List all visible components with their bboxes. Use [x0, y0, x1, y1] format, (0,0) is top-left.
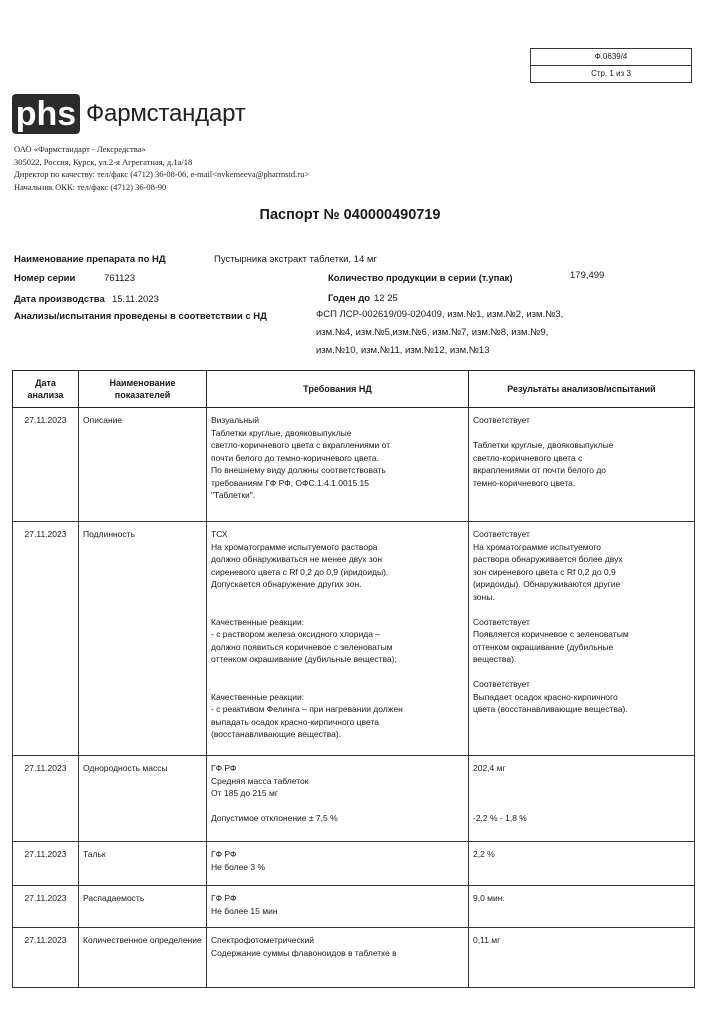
result-line: Соответствует — [473, 616, 530, 627]
result-line: 0,11 мг — [473, 935, 501, 945]
page-title: Паспорт № 040000490719 — [259, 207, 441, 223]
requirement-line: Допускается обнаружение других зон. — [211, 579, 362, 589]
cell-results — [469, 522, 695, 756]
result-line: светло-коричневого цвета с — [473, 452, 583, 463]
company-logo — [10, 88, 246, 138]
indicator-name: Описание — [83, 415, 123, 425]
results-table — [12, 370, 695, 988]
result-line: Соответствует — [473, 415, 530, 425]
requirement-line: - с раствором железа оксидного хлорида – — [211, 629, 381, 639]
company-info — [14, 143, 309, 193]
result-line: Таблетки круглые, двояковыпуклые — [473, 440, 614, 450]
cell-date — [13, 842, 79, 886]
table-row — [13, 928, 695, 988]
drug-label: Наименование препарата по НД — [14, 254, 166, 265]
requirement-line: ГФ РФ — [211, 849, 237, 859]
requirement-line: Качественные реакции: — [211, 691, 305, 702]
expiry-label: Годен до — [328, 293, 371, 304]
phs-logo-mark — [10, 88, 82, 138]
requirement-line — [211, 603, 464, 616]
result-line — [473, 800, 690, 813]
analysis-date: 27.11.2023 — [24, 529, 67, 539]
analysis-date: 27.11.2023 — [24, 935, 67, 945]
cell-date — [13, 928, 79, 988]
result-line: раствора обнаруживается более двух — [473, 554, 623, 564]
requirement-line: Средняя масса таблеток — [211, 775, 309, 786]
quantity-label: Количество продукции в серии (т.упак) — [328, 273, 513, 284]
cell-results — [469, 408, 695, 522]
requirement-line: сиреневого цвета с Rf 0,2 до 0,9 (иридоиды). — [211, 566, 389, 577]
requirement-line: требованиям ГФ РФ, ОФС.1.4.1.0015.15 — [211, 477, 369, 488]
cell-indicator — [79, 756, 207, 842]
drug-value: Пустырника экстракт таблетки, 14 мг — [214, 254, 377, 265]
production-date-label: Дата производства — [14, 294, 105, 305]
result-line — [473, 427, 690, 440]
requirement-line: ТСХ — [211, 529, 228, 539]
requirement-line: (восстанавливающие вещества). — [211, 729, 342, 739]
result-line: темно-коричневого цвета. — [473, 477, 576, 488]
requirement-line: должно обнаруживаться не менее двух зон — [211, 554, 383, 564]
result-line — [473, 603, 690, 616]
cell-requirements — [207, 408, 469, 522]
cell-indicator — [79, 522, 207, 756]
requirement-line: должно появиться коричневое с зеленоватым — [211, 641, 393, 652]
requirement-line: ГФ РФ — [211, 763, 237, 773]
result-line: вещества). — [473, 654, 517, 664]
logo-name: Фармстандарт — [86, 100, 246, 127]
reference-line: ФСП ЛСР-002619/09-020409, изм.№1, изм.№2, изм.№3, — [316, 309, 564, 320]
result-line: зон сиреневого цвета с Rf 0,2 до 0,9 — [473, 566, 616, 577]
analysis-date: 27.11.2023 — [24, 415, 67, 425]
quality-director-contact: Директор по качеству: тел/факс (4712) 36-08-06, e-mail<nvkemeeva@pharmstd.ru> — [14, 169, 310, 179]
result-line: цвета (восстанавливающие вещества). — [473, 704, 628, 714]
indicator-name: Тальк — [83, 849, 106, 859]
table-row — [13, 756, 695, 842]
requirement-line — [211, 800, 464, 813]
requirement-line: На хроматограмме испытуемого раствора — [211, 541, 378, 552]
form-code-box — [530, 48, 692, 83]
reference-line: изм.№10, изм.№11, изм.№12, изм.№13 — [316, 345, 490, 356]
cell-date — [13, 522, 79, 756]
requirement-line — [211, 678, 464, 691]
requirement-line: "Таблетки". — [211, 490, 256, 500]
header-date: Дата анализа — [13, 371, 79, 408]
cell-indicator — [79, 928, 207, 988]
table-row — [13, 408, 695, 522]
production-date-value: 15.11.2023 — [112, 294, 159, 305]
requirement-line — [211, 666, 464, 679]
requirement-line: Таблетки круглые, двояковыпуклые — [211, 427, 352, 438]
header-results: Результаты анализов/испытаний — [469, 371, 695, 408]
header-requirements: Требования НД — [207, 371, 469, 408]
cell-requirements — [207, 928, 469, 988]
qc-head-contact: Начальник ОКК: тел/факс (4712) 36-08-90 — [14, 181, 167, 192]
company-address: 305022, Россия, Курск, ул.2-я Агрегатная, д.1а/18 — [14, 156, 193, 167]
cell-requirements — [207, 522, 469, 756]
cell-results — [469, 886, 695, 928]
indicator-name: Однородность массы — [83, 763, 168, 773]
regulatory-reference — [316, 306, 636, 360]
series-label: Номер серии — [14, 273, 76, 284]
requirement-line: - с реактивом Фелинга – при нагревании должен — [211, 704, 403, 714]
result-line: 2,2 % — [473, 849, 495, 859]
company-name: ОАО «Фармстандарт - Лексредства» — [14, 144, 146, 154]
requirement-line — [211, 591, 464, 604]
cell-results — [469, 842, 695, 886]
result-line — [473, 787, 690, 800]
result-line: -2,2 % - 1,8 % — [473, 813, 527, 823]
result-line: 9,0 мин. — [473, 893, 505, 903]
requirement-line: Визуальный — [211, 415, 260, 425]
analysis-date: 27.11.2023 — [24, 849, 67, 859]
cell-indicator — [79, 842, 207, 886]
result-line — [473, 775, 690, 788]
result-line: (иридоиды). Обнаруживаются другие — [473, 579, 621, 589]
result-line: 202,4 мг — [473, 763, 506, 773]
result-line: Выпадает осадок красно-кирпичного — [473, 691, 618, 702]
requirement-line: Содержание суммы флавоноидов в таблетке в — [211, 947, 397, 958]
indicator-name: Количественное определение — [83, 935, 202, 945]
requirement-line: По внешнему виду должны соответствовать — [211, 465, 386, 475]
requirement-line: ГФ РФ — [211, 893, 237, 903]
result-line: Соответствует — [473, 679, 530, 689]
result-line: На хроматограмме испытуемого — [473, 541, 601, 552]
cell-results — [469, 928, 695, 988]
analysis-date: 27.11.2023 — [24, 893, 67, 903]
cell-indicator — [79, 408, 207, 522]
cell-requirements — [207, 886, 469, 928]
cell-date — [13, 886, 79, 928]
requirement-line: почти белого до темно-коричневого цвета. — [211, 452, 379, 463]
requirement-line: оттенком окрашивание (дубильные вещества); — [211, 654, 397, 664]
cell-requirements — [207, 756, 469, 842]
cell-requirements — [207, 842, 469, 886]
requirement-line: Допустимое отклонение ± 7,5 % — [211, 813, 338, 823]
requirement-line: выпадать осадок красно-кирпичного цвета — [211, 716, 379, 727]
result-line: зоны. — [473, 591, 495, 602]
analysis-date: 27.11.2023 — [24, 763, 67, 773]
requirement-line: светло-коричневого цвета с вкраплениями от — [211, 440, 391, 450]
cell-results — [469, 756, 695, 842]
expiry-value: 12 25 — [374, 293, 398, 304]
quantity-value: 179,499 — [570, 270, 605, 281]
requirement-line: Не более 3 % — [211, 861, 266, 872]
result-line: оттенком окрашивание (дубильные — [473, 641, 614, 652]
header-indicator: Наименование показателей — [79, 371, 207, 408]
cell-date — [13, 408, 79, 522]
result-line: вкраплениями от почти белого до — [473, 465, 607, 475]
result-line — [473, 666, 690, 679]
result-line: Появляется коричневое с зеленоватым — [473, 629, 629, 639]
indicator-name: Распадаемость — [83, 893, 145, 903]
cell-date — [13, 756, 79, 842]
reference-line: изм.№4, изм.№5,изм.№6, изм.№7, изм.№8, изм.№9, — [316, 327, 549, 338]
requirement-line: Спектрофотометрический — [211, 935, 314, 945]
table-row — [13, 522, 695, 756]
analysis-label: Анализы/испытания проведены в соответствии с НД — [14, 311, 267, 322]
table-row — [13, 842, 695, 886]
requirement-line: От 185 до 215 мг — [211, 788, 278, 798]
table-row — [13, 886, 695, 928]
form-code: Ф.0639/4 — [594, 52, 628, 61]
page-number: Стр. 1 из 3 — [531, 65, 691, 82]
requirement-line: Не более 15 мин — [211, 905, 278, 916]
svg-text:phs: phs — [15, 95, 77, 133]
table-header-row — [13, 371, 695, 408]
cell-indicator — [79, 886, 207, 928]
requirement-line: Качественные реакции: — [211, 616, 305, 627]
indicator-name: Подлинность — [83, 529, 136, 539]
result-line: Соответствует — [473, 529, 530, 539]
series-value: 761123 — [104, 273, 135, 284]
